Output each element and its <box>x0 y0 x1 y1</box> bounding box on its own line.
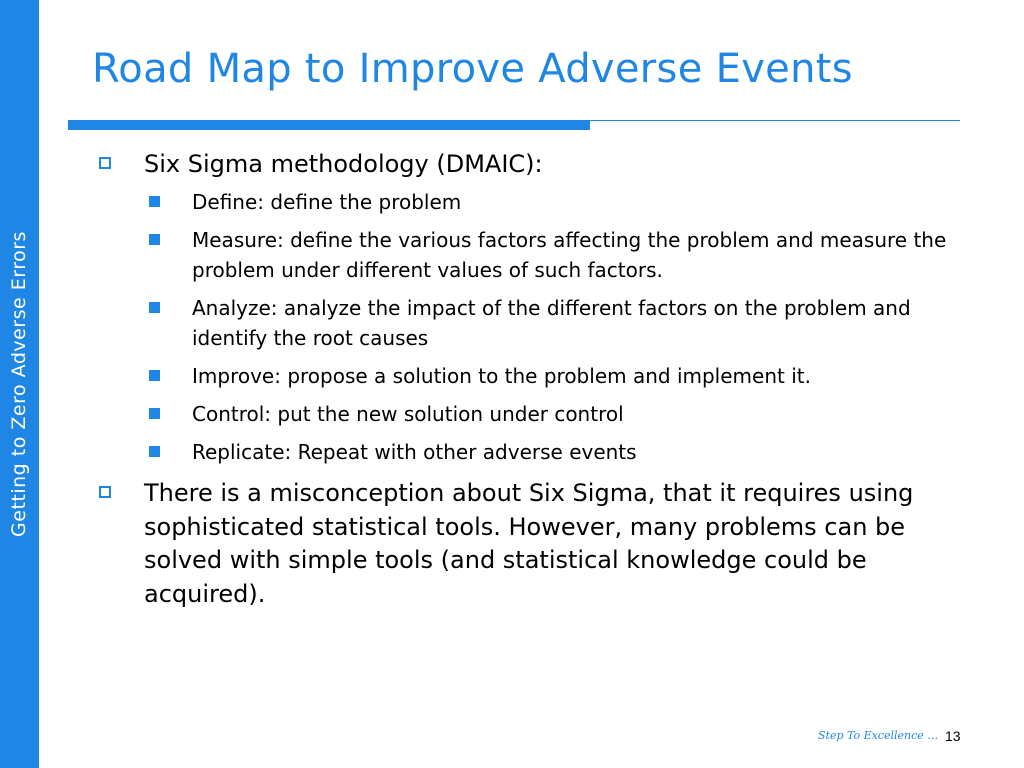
title-underline-thin <box>590 120 960 121</box>
bullet-text: Six Sigma methodology (DMAIC): <box>144 150 543 178</box>
list-item-analyze <box>96 293 976 353</box>
list-item-text: Define: define the problem <box>192 190 462 214</box>
slide-title: Road Map to Improve Adverse Events <box>92 46 853 92</box>
list-item-text: Replicate: Repeat with other adverse events <box>192 440 637 464</box>
hollow-square-bullet-icon <box>99 157 111 169</box>
list-item-measure <box>96 225 976 285</box>
title-underline-thick <box>68 120 590 130</box>
filled-square-bullet-icon <box>149 234 160 245</box>
filled-square-bullet-icon <box>149 370 160 381</box>
filled-square-bullet-icon <box>149 196 160 207</box>
bullet-text: There is a misconception about Six Sigma, that it requires using sophisticated statistical tools. However, many problems can be solved with simple tools (and statistical knowledge could be acquired). <box>144 479 914 608</box>
footer-tagline: Step To Excellence … <box>818 729 939 742</box>
bullet-six-sigma <box>96 148 976 181</box>
dmaic-list <box>96 187 976 467</box>
list-item-text: Analyze: analyze the impact of the different factors on the problem and identify the root causes <box>192 296 911 350</box>
hollow-square-bullet-icon <box>99 486 111 498</box>
list-item-replicate <box>96 437 976 467</box>
bullet-misconception <box>96 477 976 611</box>
list-item-define <box>96 187 976 217</box>
list-item-text: Measure: define the various factors affecting the problem and measure the problem under different values of such factors. <box>192 228 947 282</box>
list-item-text: Control: put the new solution under control <box>192 402 624 426</box>
list-item-text: Improve: propose a solution to the problem and implement it. <box>192 364 811 388</box>
list-item-improve <box>96 361 976 391</box>
side-bar <box>0 0 39 768</box>
list-item-control <box>96 399 976 429</box>
page-number: 13 <box>945 728 961 744</box>
slide-content <box>96 148 976 611</box>
side-caption: Getting to Zero Adverse Errors <box>8 231 30 537</box>
filled-square-bullet-icon <box>149 408 160 419</box>
filled-square-bullet-icon <box>149 302 160 313</box>
filled-square-bullet-icon <box>149 446 160 457</box>
